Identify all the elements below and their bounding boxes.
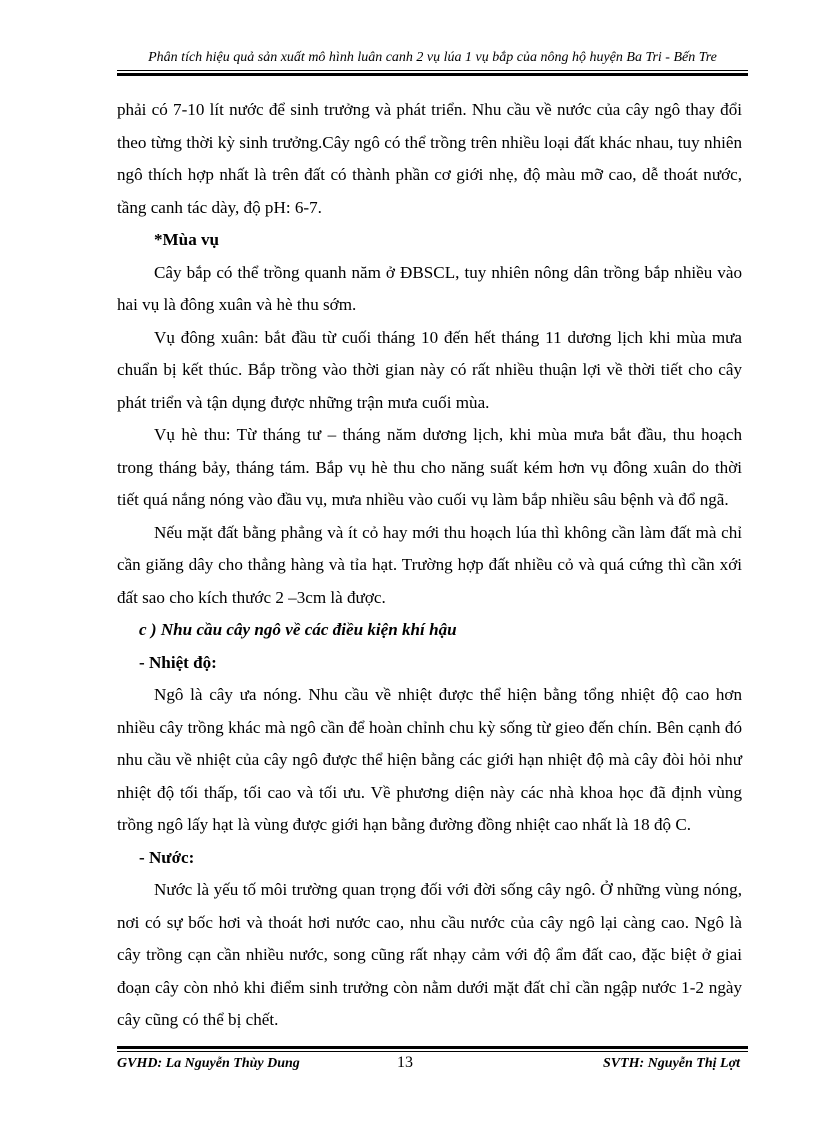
page-footer: [117, 1046, 748, 1076]
footer-rule-thick: [117, 1046, 748, 1049]
subheading-temperature: - Nhiệt độ:: [139, 652, 217, 672]
footer-student: SVTH: Nguyễn Thị Lợt: [602, 1056, 740, 1071]
paragraph-dong-xuan: Vụ đông xuân: bắt đầu từ cuối tháng 10 đến hết tháng 11 dương lịch khi mùa mưa chuẩn bị kết thúc. Bắp trồng vào thời gian này có rất nhiều thuận lợi về thời tiết cho cây phát triển và tận dụng được những trận mưa cuối mùa.: [117, 327, 742, 412]
page-header: [117, 48, 748, 74]
heading-mua-vu: *Mùa vụ: [154, 230, 220, 249]
subheading-water: - Nước:: [139, 847, 195, 867]
header-rule-thin: [117, 70, 748, 71]
page-body: [117, 94, 742, 1037]
paragraph-water: Nước là yếu tố môi trường quan trọng đối với đời sống cây ngô. Ở những vùng nóng, nơi có sự bốc hơi và thoát hơi nước cao, nhu cầu nước của cây ngô lại càng cao. Ngô là cây trồng cạn cần nhiều nước, song cũng rất nhạy cảm với độ ẩm đất cao, đặc biệt ở giai đoạn cây còn nhỏ khi điểm sinh trưởng còn nằm dưới mặt đất chỉ cần ngập nước 1-2 ngày cây cũng có thể bị chết.: [117, 880, 742, 1029]
paragraph-water-soil: phải có 7-10 lít nước để sinh trưởng và phát triển. Nhu cầu về nước của cây ngô thay đổi theo từng thời kỳ sinh trưởng.Cây ngô có thể trồng trên nhiều loại đất khác nhau, tuy nhiên ngô thích hợp nhất là trên đất có thành phần cơ giới nhẹ, độ màu mỡ cao, dễ thoát nước, tầng canh tác dày, độ pH: 6-7.: [117, 100, 742, 217]
paragraph-he-thu: Vụ hè thu: Từ tháng tư – tháng năm dương lịch, khi mùa mưa bắt đầu, thu hoạch trong tháng bảy, tháng tám. Bắp vụ hè thu cho năng suất kém hơn vụ đông xuân do thời tiết quá nắng nóng vào đầu vụ, mưa nhiều vào cuối vụ làm bắp nhiều sâu bệnh và đổ ngã.: [117, 425, 742, 509]
paragraph-planting-seasons: Cây bắp có thể trồng quanh năm ở ĐBSCL, tuy nhiên nông dân trồng bắp nhiều vào hai vụ là đông xuân và hè thu sớm.: [117, 262, 742, 314]
section-heading-climate: c ) Nhu cầu cây ngô về các điều kiện khí hậu: [139, 620, 457, 639]
paragraph-soil-preparation: Nếu mặt đất bằng phẳng và ít cỏ hay mới thu hoạch lúa thì không cần làm đất mà chỉ cần giăng dây cho thẳng hàng và tỉa hạt. Trường hợp đất nhiều cỏ và quá cứng thì cần xới đất sao cho kích thước 2 –3cm là được.: [117, 522, 742, 607]
page-number: 13: [397, 1054, 413, 1071]
header-rule-thick: [117, 73, 748, 76]
footer-rule-thin: [117, 1051, 748, 1052]
footer-advisor: GVHD: La Nguyễn Thùy Dung: [117, 1056, 300, 1071]
paragraph-temperature: Ngô là cây ưa nóng. Nhu cầu về nhiệt được thể hiện bằng tổng nhiệt độ cao hơn nhiều cây trồng khác mà ngô cần để hoàn chỉnh chu kỳ sống từ gieo đến chín. Bên cạnh đó nhu cầu về nhiệt của cây ngô được thể hiện bằng các giới hạn nhiệt độ mà cây đòi hỏi như nhiệt độ tối thấp, tối cao và tối ưu. Về phương diện này các nhà khoa học đã định vùng trồng ngô lấy hạt là vùng được giới hạn bằng đường đồng nhiệt cao nhất là 18 độ C.: [117, 685, 742, 834]
header-title: Phân tích hiệu quả sản xuất mô hình luân canh 2 vụ lúa 1 vụ bắp của nông hộ huyện Ba Tri - Bến Tre: [148, 50, 717, 65]
